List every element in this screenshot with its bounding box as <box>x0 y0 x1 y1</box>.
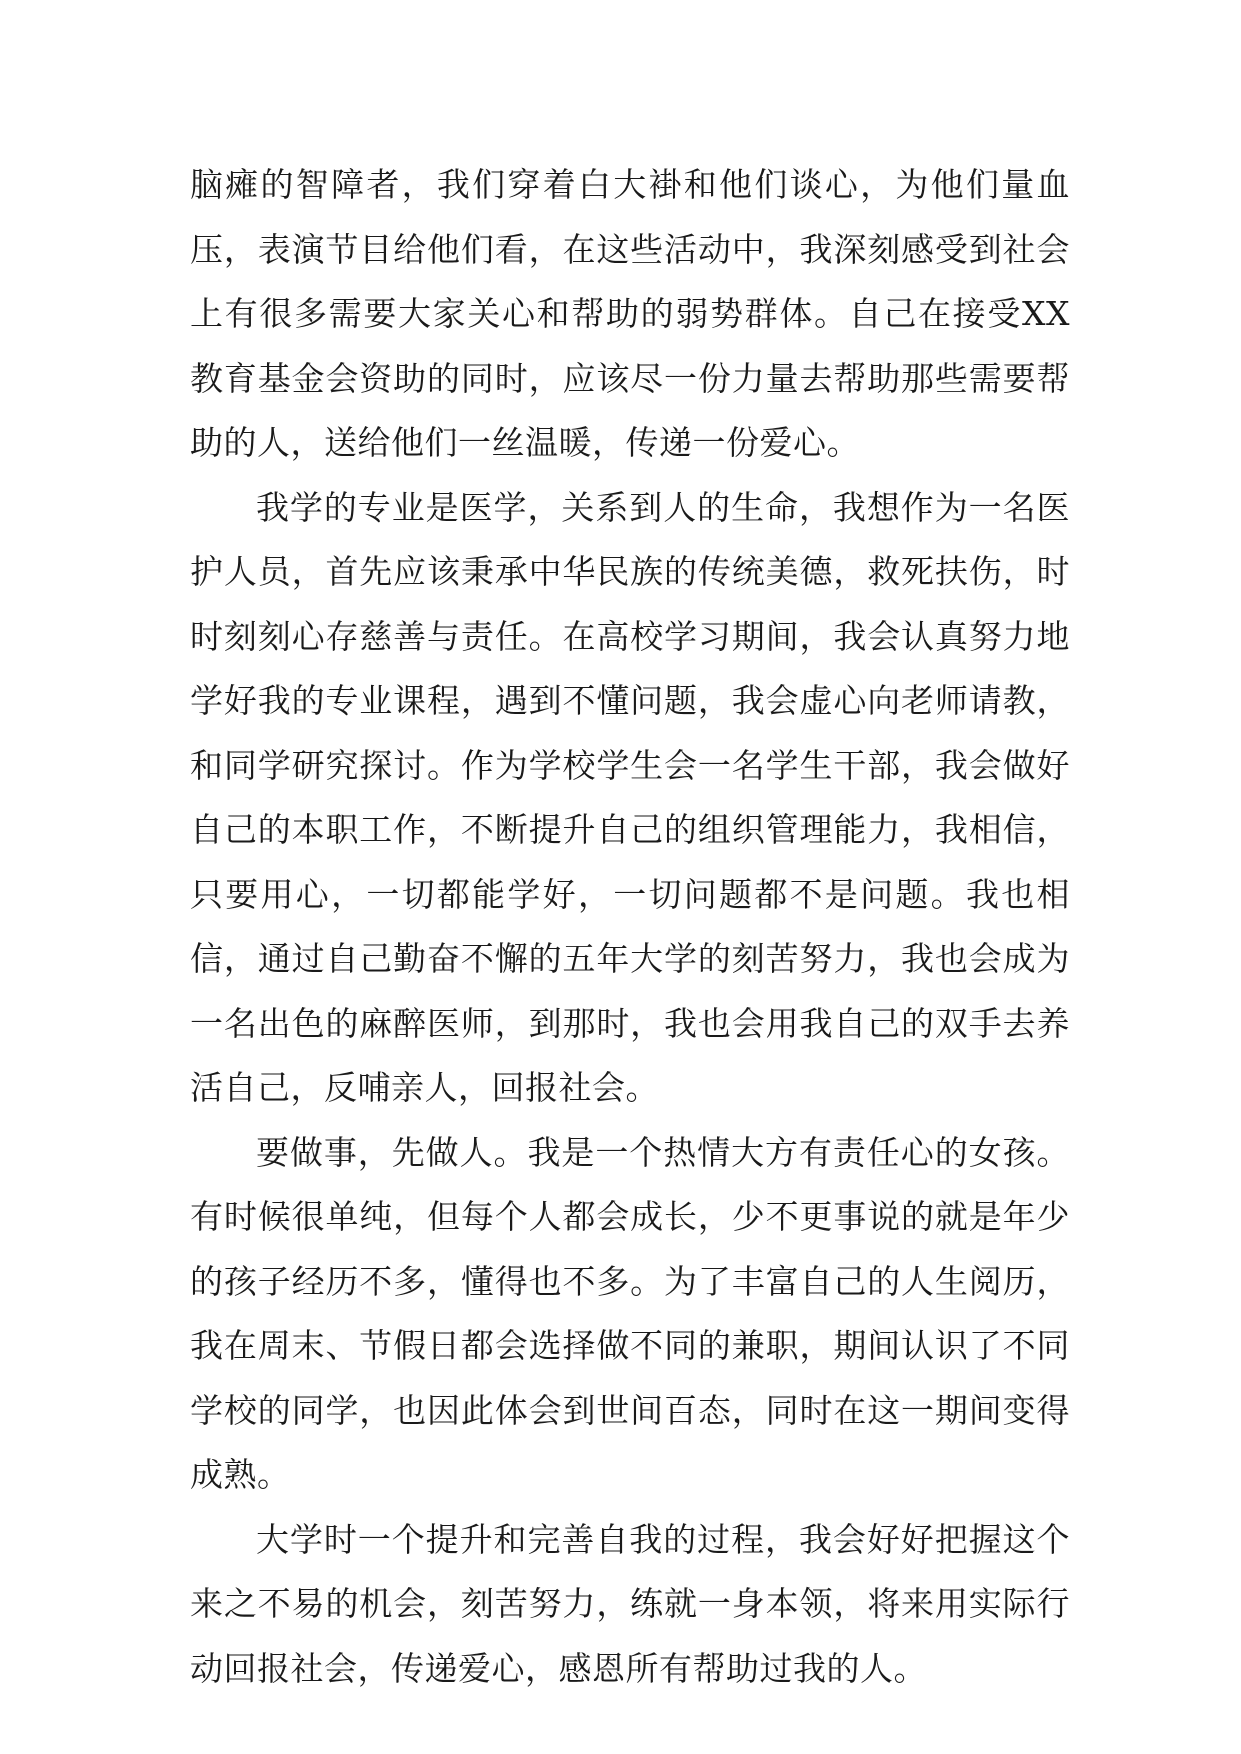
paragraph-4: 大学时一个提升和完善自我的过程，我会好好把握这个来之不易的机会，刻苦努力，练就一身本领，将来用实际行动回报社会，传递爱心，感恩所有帮助过我的人。 <box>190 1519 1070 1688</box>
paragraph-2: 我学的专业是医学，关系到人的生命，我想作为一名医护人员，首先应该秉承中华民族的传统美德，救死扶伤，时时刻刻心存慈善与责任。在高校学习期间，我会认真努力地学好我的专业课程，遇到不懂问题，我会虚心向老师请教，和同学研究探讨。作为学校学生会一名学生干部，我会做好自己的本职工作，不断提升自己的组织管理能力，我相信，只要用心，一切都能学好，一切问题都不是问题。我也相信，通过自己勤奋不懈的五年大学的刻苦努力，我也会成为一名出色的麻醉医师，到那时，我也会用我自己的双手去养活自己，反哺亲人，回报社会。 <box>190 487 1070 1107</box>
paragraph-3: 要做事，先做人。我是一个热情大方有责任心的女孩。有时候很单纯，但每个人都会成长，少不更事说的就是年少的孩子经历不多，懂得也不多。为了丰富自己的人生阅历，我在周末、节假日都会选择做不同的兼职，期间认识了不同学校的同学，也因此体会到世间百态，同时在这一期间变得成熟。 <box>190 1132 1070 1494</box>
paragraph-1: 脑瘫的智障者，我们穿着白大褂和他们谈心，为他们量血压，表演节目给他们看，在这些活动中，我深刻感受到社会上有很多需要大家关心和帮助的弱势群体。自己在接受XX教育基金会资助的同时，应该尽一份力量去帮助那些需要帮助的人，送给他们一丝温暖，传递一份爱心。 <box>190 165 1070 462</box>
document-body <box>190 153 1070 1701</box>
